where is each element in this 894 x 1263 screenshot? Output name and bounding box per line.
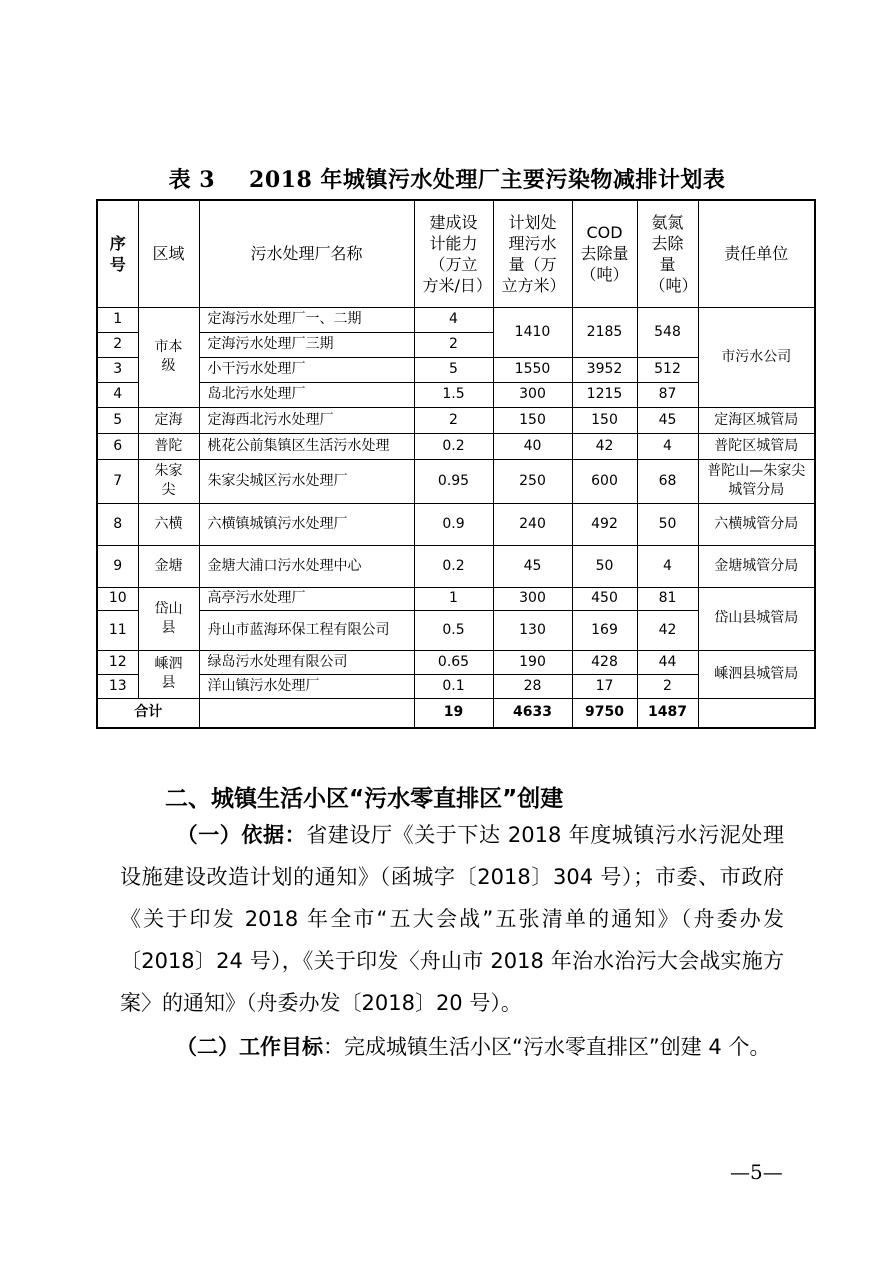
cell-cod: 1215 xyxy=(572,382,637,407)
table-row xyxy=(97,433,815,459)
cell-idx: 10 xyxy=(97,587,138,610)
cell-unit: 普陀区城管局 xyxy=(698,433,815,459)
cell-unit: 六横城管分局 xyxy=(698,503,815,545)
cell-capacity: 2 xyxy=(414,332,493,357)
cell-cod: 428 xyxy=(572,650,637,674)
cell-volume: 250 xyxy=(493,459,572,503)
cell-unit: 岱山县城管局 xyxy=(698,587,815,650)
cell-nh: 50 xyxy=(637,503,698,545)
cell-volume: 300 xyxy=(493,587,572,610)
cell-plant: 朱家尖城区污水处理厂 xyxy=(199,459,414,503)
cell-plant: 洋山镇污水处理厂 xyxy=(199,674,414,698)
cell-cod: 600 xyxy=(572,459,637,503)
cell-nh: 548 xyxy=(637,307,698,357)
cell-plant: 六横镇城镇污水处理厂 xyxy=(199,503,414,545)
cell-cod: 17 xyxy=(572,674,637,698)
table-row xyxy=(97,407,815,433)
cell-idx: 8 xyxy=(97,503,138,545)
cell-idx: 11 xyxy=(97,610,138,650)
cell-plant: 绿岛污水处理有限公司 xyxy=(199,650,414,674)
cell-capacity: 0.1 xyxy=(414,674,493,698)
cell-idx: 6 xyxy=(97,433,138,459)
cell-nh: 512 xyxy=(637,357,698,382)
cell-nh: 4 xyxy=(637,433,698,459)
table-row xyxy=(97,650,815,674)
cell-region: 市本级 xyxy=(138,307,199,407)
cell-unit: 市污水公司 xyxy=(698,307,815,407)
cell-region: 普陀 xyxy=(138,433,199,459)
table-row xyxy=(97,587,815,610)
cell-region: 岱山县 xyxy=(138,587,199,650)
cell-volume: 1410 xyxy=(493,307,572,357)
cell-volume: 45 xyxy=(493,545,572,587)
cell-idx: 7 xyxy=(97,459,138,503)
cell-region: 金塘 xyxy=(138,545,199,587)
header-cod: COD 去除量（吨） xyxy=(572,200,637,307)
cell-idx: 13 xyxy=(97,674,138,698)
cell-plant: 岛北污水处理厂 xyxy=(199,382,414,407)
cell-volume: 28 xyxy=(493,674,572,698)
cell-capacity: 1 xyxy=(414,587,493,610)
cell-volume: 190 xyxy=(493,650,572,674)
cell-unit: 普陀山—朱家尖城管分局 xyxy=(698,459,815,503)
total-nh: 1487 xyxy=(637,698,698,728)
cell-cod: 42 xyxy=(572,433,637,459)
paragraph-goal xyxy=(120,1026,784,1068)
header-volume: 计划处理污水量（万立方米） xyxy=(493,200,572,307)
cell-idx: 4 xyxy=(97,382,138,407)
total-label: 合计 xyxy=(97,698,199,728)
cell-capacity: 0.2 xyxy=(414,433,493,459)
paragraph-basis xyxy=(120,814,784,1024)
header-plant: 污水处理厂名称 xyxy=(199,200,414,307)
cell-region: 朱家尖 xyxy=(138,459,199,503)
cell-unit: 嵊泗县城管局 xyxy=(698,650,815,698)
cell-unit: 金塘城管分局 xyxy=(698,545,815,587)
table-title xyxy=(0,163,894,194)
cell-capacity: 5 xyxy=(414,357,493,382)
cell-plant: 舟山市蓝海环保工程有限公司 xyxy=(199,610,414,650)
cell-plant: 金塘大浦口污水处理中心 xyxy=(199,545,414,587)
cell-capacity: 1.5 xyxy=(414,382,493,407)
cell-idx: 9 xyxy=(97,545,138,587)
table-row xyxy=(97,545,815,587)
cell-cod: 3952 xyxy=(572,357,637,382)
cell-capacity: 2 xyxy=(414,407,493,433)
cell-region: 嵊泗县 xyxy=(138,650,199,698)
cell-nh: 45 xyxy=(637,407,698,433)
header-nh: 氨氮去除量（吨） xyxy=(637,200,698,307)
cell-idx: 12 xyxy=(97,650,138,674)
header-region: 区域 xyxy=(138,200,199,307)
cell-cod: 150 xyxy=(572,407,637,433)
total-capacity: 19 xyxy=(414,698,493,728)
cell-capacity: 0.5 xyxy=(414,610,493,650)
table-header-row xyxy=(97,200,815,307)
cell-region: 六横 xyxy=(138,503,199,545)
cell-capacity: 4 xyxy=(414,307,493,332)
cell-volume: 130 xyxy=(493,610,572,650)
page-number: —5— xyxy=(730,1160,783,1184)
header-idx: 序号 xyxy=(97,200,138,307)
table-number: 表 3 xyxy=(168,167,216,193)
cell-volume: 40 xyxy=(493,433,572,459)
cell-idx: 2 xyxy=(97,332,138,357)
table-total-row xyxy=(97,698,815,728)
total-unit-empty xyxy=(698,698,815,728)
cell-nh: 81 xyxy=(637,587,698,610)
table-row xyxy=(97,307,815,332)
cell-nh: 68 xyxy=(637,459,698,503)
cell-nh: 4 xyxy=(637,545,698,587)
goal-label: （二）工作目标 xyxy=(176,1035,323,1059)
section-heading: 二、城镇生活小区“污水零直排区”创建 xyxy=(165,786,564,812)
header-unit: 责任单位 xyxy=(698,200,815,307)
total-empty xyxy=(199,698,414,728)
goal-text: ：完成城镇生活小区“污水零直排区”创建 4 个。 xyxy=(323,1035,771,1059)
basis-text: 省建设厅《关于下达 2018 年度城镇污水污泥处理设施建设改造计划的通知》（函城字〔2018〕304 号）；市委、市政府《关于印发 2018 年全市“五大会战”五张清单的通知》（舟委办发〔2018〕24 号），《关于印发〈舟山市 2018 年治水治污大会战实施方案〉的通知》（舟委办发〔2018〕20 号）。 xyxy=(120,823,784,1015)
table-title-text: 2018 年城镇污水处理厂主要污染物减排计划表 xyxy=(249,167,726,193)
cell-volume: 300 xyxy=(493,382,572,407)
cell-plant: 定海西北污水处理厂 xyxy=(199,407,414,433)
cell-plant: 高亭污水处理厂 xyxy=(199,587,414,610)
cell-volume: 150 xyxy=(493,407,572,433)
cell-capacity: 0.9 xyxy=(414,503,493,545)
total-volume: 4633 xyxy=(493,698,572,728)
cell-nh: 42 xyxy=(637,610,698,650)
cell-cod: 50 xyxy=(572,545,637,587)
cell-unit: 定海区城管局 xyxy=(698,407,815,433)
cell-cod: 492 xyxy=(572,503,637,545)
header-capacity: 建成设计能力（万立方米/日） xyxy=(414,200,493,307)
cell-nh: 87 xyxy=(637,382,698,407)
cell-idx: 3 xyxy=(97,357,138,382)
cell-idx: 5 xyxy=(97,407,138,433)
cell-plant: 定海污水处理厂三期 xyxy=(199,332,414,357)
cell-nh: 2 xyxy=(637,674,698,698)
cell-plant: 定海污水处理厂一、二期 xyxy=(199,307,414,332)
cell-plant: 小干污水处理厂 xyxy=(199,357,414,382)
cell-cod: 169 xyxy=(572,610,637,650)
cell-nh: 44 xyxy=(637,650,698,674)
cell-volume: 1550 xyxy=(493,357,572,382)
cell-plant: 桃花公前集镇区生活污水处理 xyxy=(199,433,414,459)
table-row xyxy=(97,459,815,503)
cell-idx: 1 xyxy=(97,307,138,332)
total-cod: 9750 xyxy=(572,698,637,728)
cell-volume: 240 xyxy=(493,503,572,545)
basis-label: （一）依据： xyxy=(176,823,307,847)
cell-capacity: 0.65 xyxy=(414,650,493,674)
cell-region: 定海 xyxy=(138,407,199,433)
cell-cod: 2185 xyxy=(572,307,637,357)
cell-capacity: 0.2 xyxy=(414,545,493,587)
cell-capacity: 0.95 xyxy=(414,459,493,503)
table-row xyxy=(97,503,815,545)
emission-plan-table xyxy=(96,199,816,729)
cell-cod: 450 xyxy=(572,587,637,610)
